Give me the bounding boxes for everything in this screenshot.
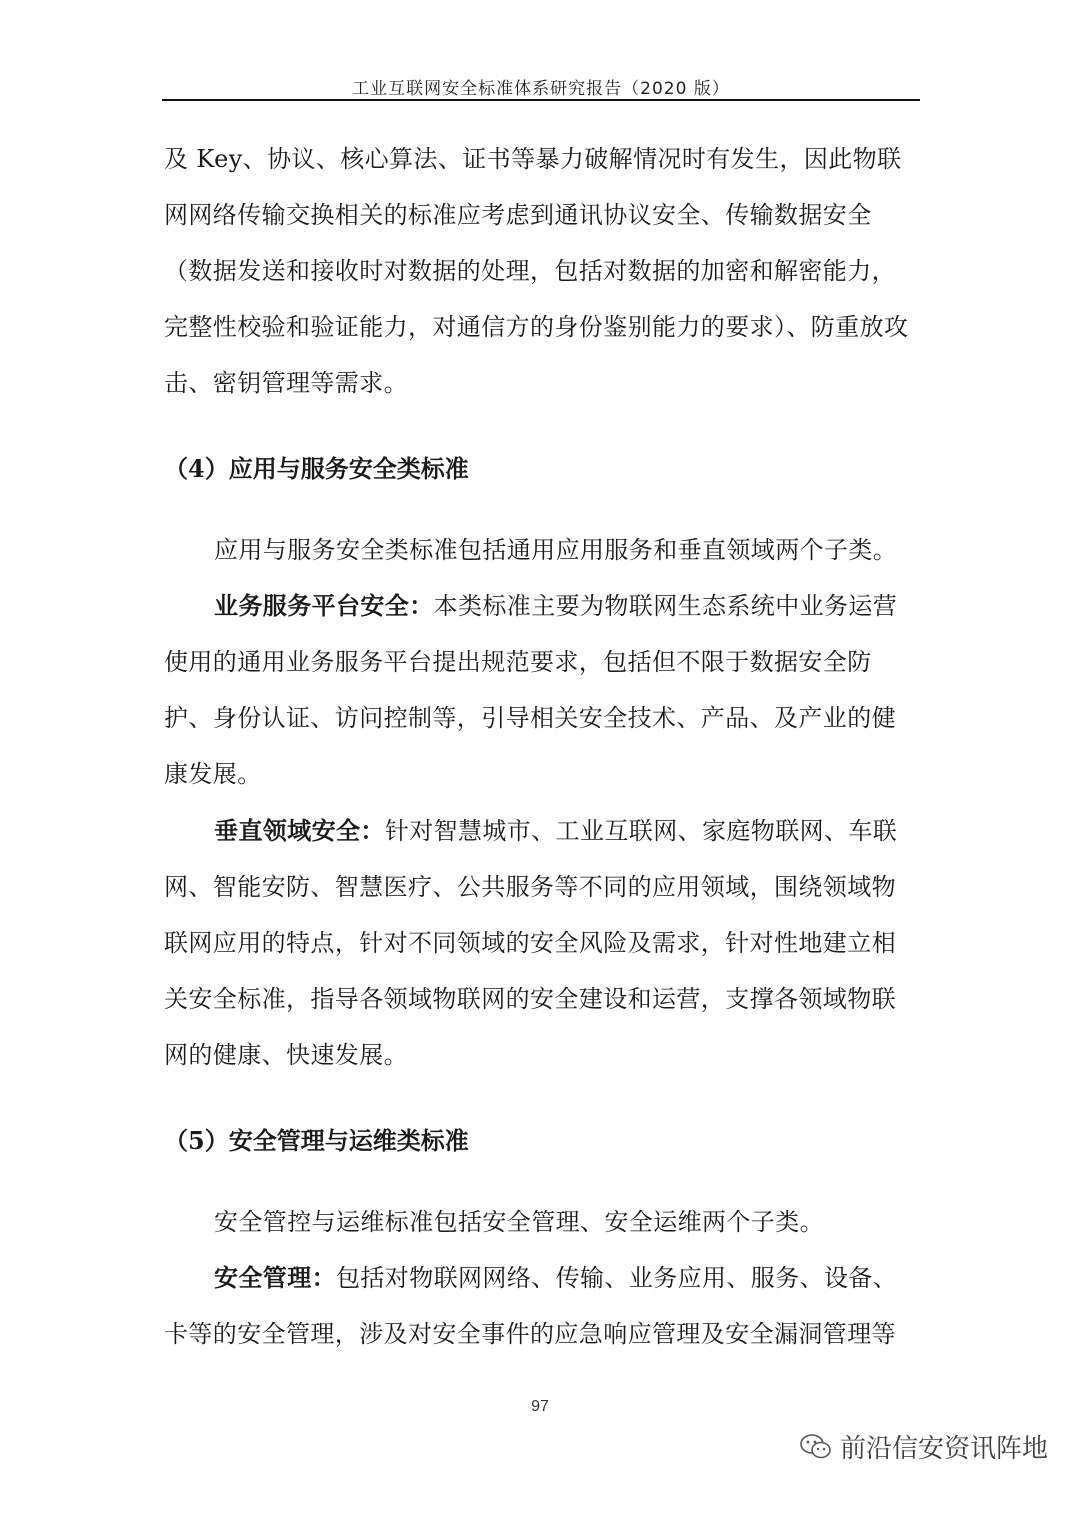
paragraph-lead-platform-security: 业务服务平台安全： [214,591,434,620]
running-header: 工业互联网安全标准体系研究报告（2020 版） [352,79,730,99]
wechat-icon [800,1433,832,1461]
paragraph-body-platform-security: 本类标准主要为物联网生态系统中业务运营使用的通用业务服务平台提出规范要求，包括但不限于数据安全防护、身份认证、访问控制等，引导相关安全技术、产品、及产业的健康发展。 [164,592,898,788]
header-divider [162,99,920,101]
watermark-text: 前沿信安资讯阵地 [839,1434,1048,1464]
body-paragraph-1: 及 Key、协议、核心算法、证书等暴力破解情况时有发生，因此物联网网络传输交换相关的标准应考虑到通讯协议安全、传输数据安全（数据发送和接收时对数据的处理，包括对数据的加密和解密能力，完整性校验和验证能力，对通信方的身份鉴别能力的要求）、防重放攻击、密钥管理等需求。 [164,145,909,397]
body-paragraph-6 [164,1250,920,1362]
paragraph-body-vertical-security: 针对智慧城市、工业互联网、家庭物联网、车联网、智能安防、智慧医疗、公共服务等不同的应用领域，围绕领域物联网应用的特点，针对不同领域的安全风险及需求，针对性地建立相关安全标准，指导各领域物联网的安全建设和运营，支撑各领域物联网的健康、快速发展。 [164,817,898,1069]
body-paragraph-4 [164,803,920,1083]
body-paragraph-3 [164,578,920,802]
section-heading-5: （5）安全管理与运维类标准 [164,1126,469,1155]
paragraph-lead-vertical-security: 垂直领域安全： [214,816,385,845]
paragraph-lead-management: 安全管理： [214,1263,336,1292]
page-number: 97 [531,1398,549,1415]
paragraph-body-management: 包括对物联网网络、传输、业务应用、服务、设备、卡等的安全管理，涉及对安全事件的应急响应管理及安全漏洞管理等 [164,1264,898,1348]
section-heading-4: （4）应用与服务安全类标准 [164,454,469,483]
body-paragraph-5: 安全管控与运维标准包括安全管理、安全运维两个子类。 [214,1208,824,1236]
watermark [800,1428,1048,1465]
body-paragraph-2: 应用与服务安全类标准包括通用应用服务和垂直领域两个子类。 [214,536,898,564]
